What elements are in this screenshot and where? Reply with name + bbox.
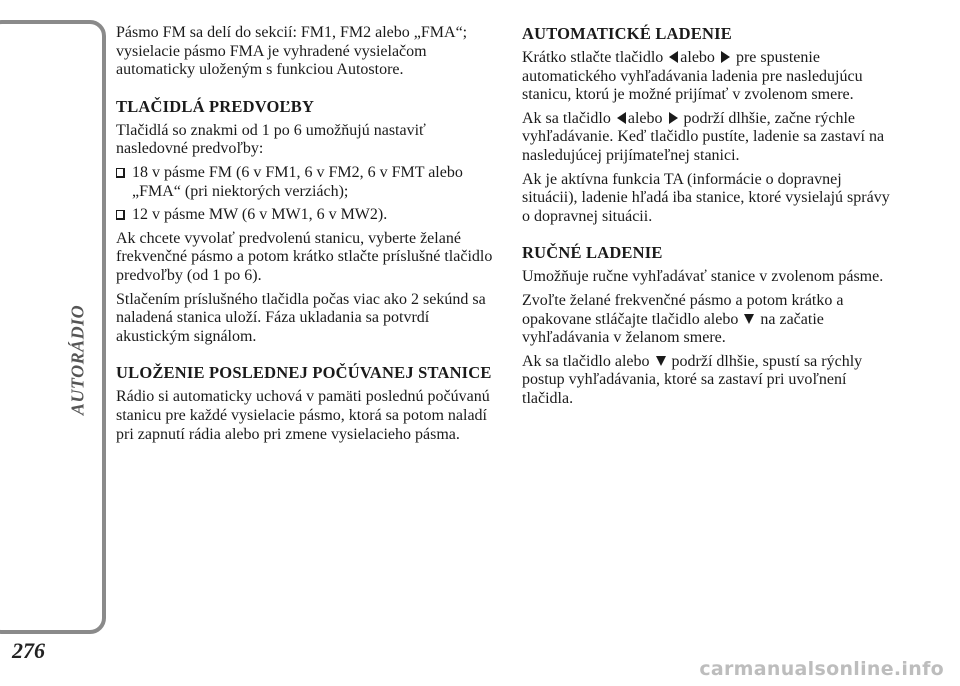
text-segment: podrží dlhšie, začne rýchle vyhľadávanie. Keď tlačidlo pustíte, ladenie sa zastaví na nasledujúcej prijímateľnej stanici. <box>522 109 885 164</box>
paragraph: Ak je aktívna funkcia TA (informácie o dopravnej situácii), ladenie hľadá iba stanice, ktoré vysielajú správy o dopravnej situácii. <box>522 170 890 225</box>
arrow-right-icon <box>721 51 730 63</box>
text-segment: Ak sa tlačidlo <box>522 109 611 127</box>
right-column <box>522 24 900 414</box>
text-segment: Zvoľte želané frekvenčné pásmo a potom krátko a opakovane stláčajte tlačidlo alebo <box>522 291 844 328</box>
section-heading-auto-tuning: AUTOMATICKÉ LADENIE <box>522 24 732 43</box>
section-heading-manual-tuning: RUČNÉ LADENIE <box>522 243 663 263</box>
arrow-down-icon <box>656 356 666 366</box>
text-segment: na začatie vyhľadávania v želanom smere. <box>522 310 824 347</box>
arrow-right-icon <box>669 112 678 124</box>
list-item-text: 12 v pásme MW (6 v MW1, 6 v MW2). <box>132 206 388 224</box>
section-label: AUTORÁDIO <box>67 304 88 416</box>
paragraph: Umožňuje ručne vyhľadávať stanice v zvolenom pásme. <box>522 268 884 286</box>
list-item-text: 18 v pásme FM (6 v FM1, 6 v FM2, 6 v FMT alebo „FMA“ (pri niektorých verziách); <box>132 163 463 200</box>
paragraph: Ak chcete vyvolať predvolenú stanicu, vyberte želané frekvenčné pásmo a potom krátko stlačte príslušné tlačidlo predvoľby (od 1 po 6). <box>116 229 493 284</box>
paragraph: Stlačením príslušného tlačidla počas viac ako 2 sekúnd sa naladená stanica uloží. Fáza ukladania sa potvrdí akustickým signálom. <box>116 290 486 345</box>
section-heading-presets: TLAČIDLÁ PREDVOĽBY <box>116 96 315 116</box>
paragraph: Rádio si automaticky uchová v pamäti poslednú počúvanú stanicu pre každé vysielacie pásmo, ktorá sa potom naladí pri zapnutí rádia alebo pri zmene vysielacieho pásma. <box>116 388 490 443</box>
text-segment: pre spustenie automatického vyhľadávania ladenia pre nasledujúcu stanicu, ktorú je možné prijímať v zvolenom smere. <box>522 49 863 104</box>
paragraph <box>522 292 900 348</box>
text-segment: podrží dlhšie, spustí sa rýchly postup vyhľadávania, ktoré sa zastaví pri uvoľnení tlačidla. <box>522 352 863 407</box>
page-number: 276 <box>12 638 45 663</box>
side-tab-frame <box>0 20 106 634</box>
paragraph: Tlačidlá so znakmi od 1 po 6 umožňujú nastaviť nasledovné predvoľby: <box>116 121 426 158</box>
paragraph <box>522 353 900 409</box>
paragraph <box>522 49 900 105</box>
checkbox-bullet-icon <box>116 210 125 220</box>
arrow-left-icon <box>669 51 678 63</box>
paragraph: Pásmo FM sa delí do sekcií: FM1, FM2 alebo „FMA“; vysielacie pásmo FMA je vyhradené vysielačom automaticky uloženým s funkciou Autostore. <box>116 24 468 79</box>
paragraph <box>522 110 900 166</box>
list-item <box>116 206 496 225</box>
text-segment: alebo <box>627 109 663 127</box>
arrow-down-icon <box>744 314 754 324</box>
arrow-left-icon <box>617 112 626 124</box>
text-segment: alebo <box>680 49 715 66</box>
watermark: carmanualsonline.info <box>699 658 944 680</box>
list-item <box>116 164 496 201</box>
section-heading-last-station: ULOŽENIE POSLEDNEJ POČÚVANEJ STANICE <box>116 363 492 383</box>
text-segment: Ak sa tlačidlo alebo <box>522 352 650 370</box>
left-column <box>116 24 496 449</box>
checkbox-bullet-icon <box>116 168 125 178</box>
text-segment: Krátko stlačte tlačidlo <box>522 49 664 66</box>
